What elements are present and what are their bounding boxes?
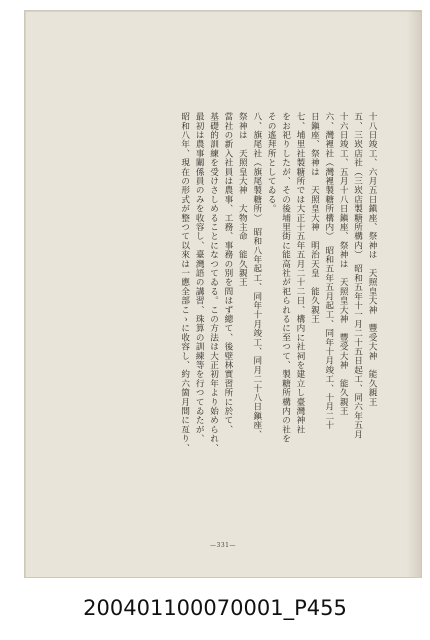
text-column: 昭和八年、現在の形式が整つて以來は一應全部こゝに收容し、約六箇月間に亙り、 (179, 112, 190, 453)
page-number: —331— (210, 542, 236, 549)
text-column: 日鎭座、祭神は 天照皇大神 明治天皇 能久親王 (309, 112, 320, 324)
text-column: 六、灣裡社（灣裡製糖所構内） 昭和五年五月起工、同年十月竣工、十月二十 (323, 112, 334, 430)
text-column: 七、埔里社製糖所では大正十五年五月二十二日、構内に社祠を建立し臺灣神社 (294, 112, 305, 434)
text-column: 當社の新入社員は農事、工務、事務の別を問はず總て、後壁林實習所に於て、 (222, 112, 233, 434)
image-caption: 200401100070001_P455 (83, 596, 347, 620)
text-column: 五、三崁店社（三崁店製糖所構内） 昭和五年十一月二十五日起工、同六年五月 (352, 112, 363, 439)
text-column: 祭神は 天照皇大神 大物主命 能久親王 (237, 112, 248, 287)
text-column: その遙拜所としてゐる。 (266, 112, 277, 214)
text-column: 基礎的訓練を受けさしめることになつてゐる。この方法は大正初年より始められ、 (208, 112, 219, 453)
text-column: 最初は農事關係員のみを收容し、臺灣語の講習、珠算の訓練等を行つてゐたが、 (194, 112, 205, 444)
vertical-text-body (91, 112, 379, 532)
book-page (24, 10, 422, 578)
text-column: 八、旗尾社（旗尾製糖所） 昭和八年起工、同年十月竣工、同月二十八日鎭座、 (251, 112, 262, 439)
page-edge-shadow (407, 11, 421, 577)
text-column: をお祀りしたが、その後埔里街に能高社が祀られるに至つて、製糖所構内の社を (280, 112, 291, 444)
text-column: 十六日竣工、五月十八日鎭座、祭神は 天照皇大神 豐受大神 能久親王 (338, 112, 349, 416)
text-column: 十八日竣工、六月五日鎭座、祭神は 天照皇大神 豐受大神 能久親王 (367, 112, 377, 407)
